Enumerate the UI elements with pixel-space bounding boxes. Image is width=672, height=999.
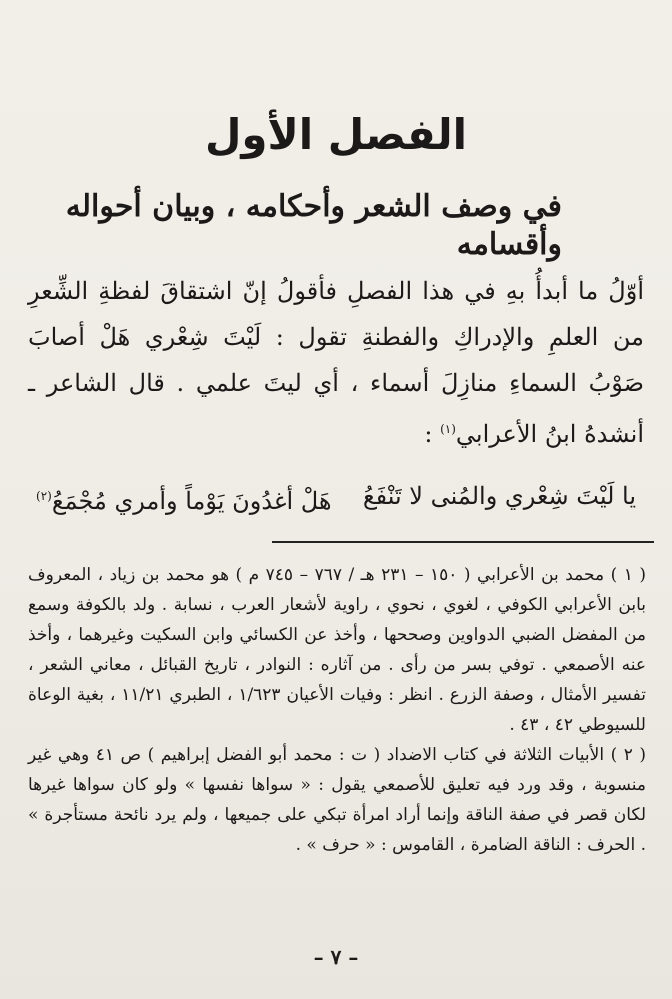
verse-second-hemistich: هَلْ أغدُونَ يَوْماً وأمري مُجْمَعُ [51,487,332,515]
page-number: – ٧ – [313,945,359,969]
footnote-2: ( ٢ ) الأبيات الثلاثة في كتاب الاضداد ( ت : محمد أبو الفضل إبراهيم ) ص ٤١ وهي غير منسوبة ، وقد ورد فيه تعليق للأصمعي يقول : « سواها نفسها » ولو كان سواها غيرها لكان قصر في صفة الناقة وإنما أراد امرأة تبكي على جميعها ، ولم يرد نائحة مستأجرة » . الحرف : الناقة الضامرة ، القاموس : « حرف » . [28,745,646,855]
chapter-title: الفصل الأول [204,110,468,159]
chapter-subtitle: في وصف الشعر وأحكامه ، وبيان أحواله وأقسامه [65,189,562,262]
verse-second-hemistich-wrap [36,472,332,525]
body-paragraph [28,268,644,457]
footnote-1: ( ١ ) محمد بن الأعرابي ( ١٥٠ – ٢٣١ هـ / ٧٦٧ – ٧٤٥ م ) هو محمد بن زياد ، المعروف بابن الأعرابي الكوفي ، لغوي ، نحوي ، راوية لأشعار العرب ، نسابة . ولد بالكوفة وسمع من المفضل الضبي الدواوين وصححها ، وأخذ عن الكسائي وابن السكيت وغيرهما ، وأخذ عنه الأصمعي . توفي بسر من رأى . من آثاره : النوادر ، تاريخ القبائل ، معاني الشعر ، تفسير الأمثال ، وصفة الزرع . انظر : وفيات الأعيان ١/٦٢٣ ، الطبري ١١/٢١ ، بغية الوعاة للسيوطي ٤٢ ، ٤٣ . [28,565,646,735]
paragraph-colon: : [424,420,433,448]
poem-verse [36,472,636,520]
footnote-ref-2: (٢) [36,489,52,503]
footnote-ref-1: (١) [440,422,456,436]
footnote-divider [272,541,654,543]
verse-first-hemistich: يا لَيْتَ شِعْري والمُنى لا تَنْفَعُ [362,482,636,510]
paragraph-text: أوّلُ ما أبدأُ بهِ في هذا الفصلِ فأقولُ إنّ اشتقاقَ لفظةِ الشِّعرِ من العلمِ والإدراكِ والفطنةِ تقول : لَيْتَ شِعْري هَلْ أصابَ صَوْبُ السماءِ منازِلَ أسماء ، أي ليتَ علمي . قال الشاعر ـ أنشدهُ ابنُ الأعرابي [28,277,644,448]
footnotes-section [28,560,646,860]
